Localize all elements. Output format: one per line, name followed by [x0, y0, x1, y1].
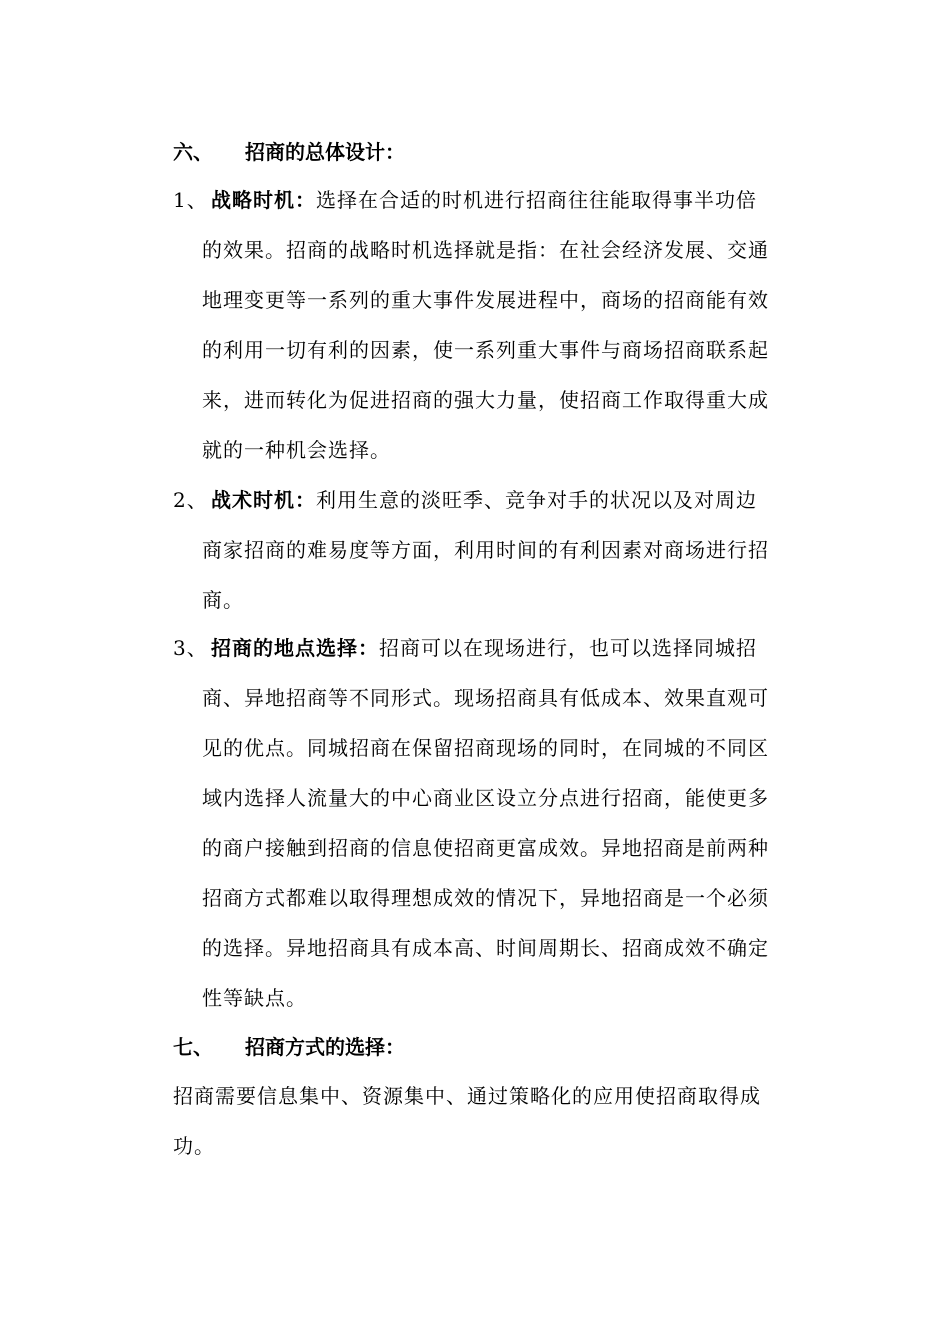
list-item-line: 就的一种机会选择。 [202, 438, 391, 462]
section-7-paragraph [173, 1071, 813, 1171]
list-item-line: 的效果。招商的战略时机选择就是指：在社会经济发展、交通 [202, 238, 769, 262]
list-item-line [173, 475, 813, 525]
list-item-line: 商、异地招商等不同形式。现场招商具有低成本、效果直观可 [202, 686, 769, 710]
section-7-number: 七、 [173, 1035, 213, 1059]
list-item-line [173, 175, 813, 225]
list-item-line [173, 623, 813, 673]
list-item-term: 招商的地点选择： [211, 636, 379, 660]
list-item-line: 地理变更等一系列的重大事件发展进程中，商场的招商能有效 [202, 288, 769, 312]
list-item-line: 来，进而转化为促进招商的强大力量，使招商工作取得重大成 [202, 388, 769, 412]
paragraph-line: 招商需要信息集中、资源集中、通过策略化的应用使招商取得成 [173, 1084, 761, 1108]
list-item-number: 2、 [173, 488, 208, 512]
list-item-line: 见的优点。同城招商在保留招商现场的同时，在同城的不同区 [202, 736, 769, 760]
list-item-line: 域内选择人流量大的中心商业区设立分点进行招商，能使更多 [202, 786, 769, 810]
section-7-heading [173, 1032, 405, 1062]
list-item-text: 招商可以在现场进行，也可以选择同城招 [379, 636, 757, 660]
list-item-tactical-timing [173, 475, 813, 625]
list-item-line: 招商方式都难以取得理想成效的情况下，异地招商是一个必须 [202, 886, 769, 910]
list-item-number: 3、 [173, 636, 208, 660]
section-6-number: 六、 [173, 140, 213, 164]
list-item-text: 选择在合适的时机进行招商往往能取得事半功倍 [316, 188, 757, 212]
paragraph-line: 功。 [173, 1134, 215, 1158]
list-item-line: 商家招商的难易度等方面，利用时间的有利因素对商场进行招 [202, 538, 769, 562]
list-item-line: 性等缺点。 [202, 986, 307, 1010]
list-item-number: 1、 [173, 188, 208, 212]
list-item-location-choice [173, 623, 813, 1023]
list-item-term: 战术时机： [211, 488, 316, 512]
list-item-line: 的选择。异地招商具有成本高、时间周期长、招商成效不确定 [202, 936, 769, 960]
list-item-strategic-timing [173, 175, 813, 475]
list-item-line: 商。 [202, 588, 244, 612]
section-6-heading [173, 137, 405, 167]
list-item-term: 战略时机： [211, 188, 316, 212]
section-7-title: 招商方式的选择： [245, 1035, 405, 1059]
section-6-title: 招商的总体设计： [245, 140, 405, 164]
list-item-line: 的利用一切有利的因素，使一系列重大事件与商场招商联系起 [202, 338, 769, 362]
list-item-text: 利用生意的淡旺季、竞争对手的状况以及对周边 [316, 488, 757, 512]
list-item-line: 的商户接触到招商的信息使招商更富成效。异地招商是前两种 [202, 836, 769, 860]
